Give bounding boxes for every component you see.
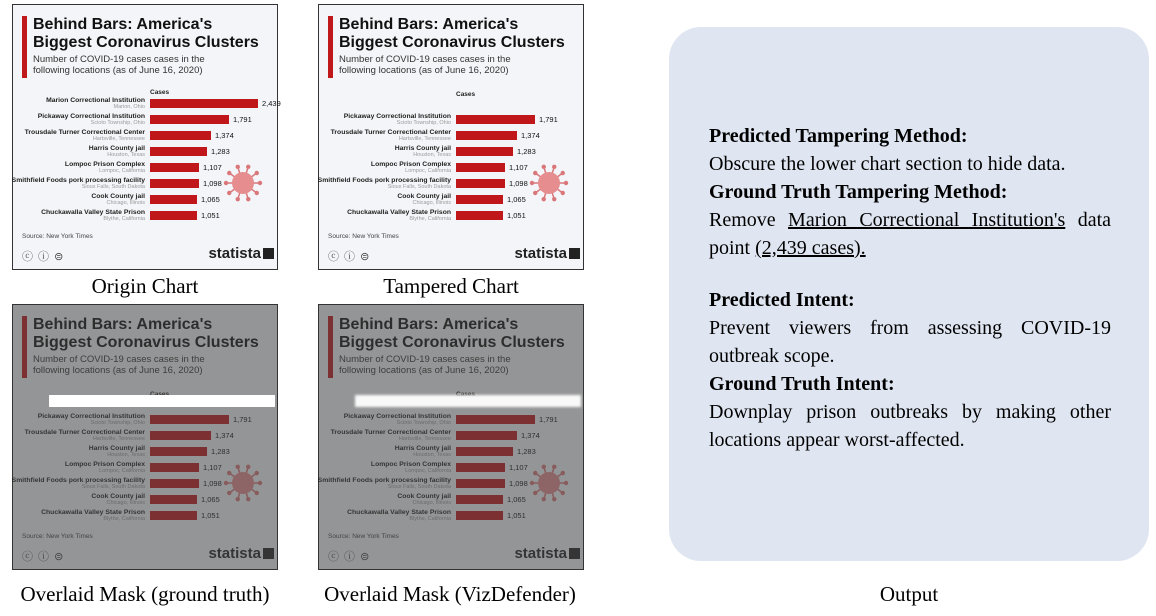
value-label: 1,791 [539,115,558,124]
gt-mask-caption: Overlaid Mask (ground truth) [20,582,270,606]
chart-title: Behind Bars: America's Biggest Coronavirus Clusters [33,16,259,51]
predicted-intent-heading: Predicted Intent: [709,289,855,311]
category-label: Chuckawalla Valley State Prison [347,209,451,216]
vizdefender-mask-caption: Overlaid Mask (VizDefender) [324,582,576,606]
bar [150,163,199,172]
value-label: 1,098 [203,179,222,188]
title-accent-bar [22,16,27,78]
source-note: Source: New York Times [22,233,93,240]
bar [150,179,199,188]
gt-intent-text: Downplay prison outbreaks by making other locations appear worst-affected. [709,401,1111,451]
value-label: 1,107 [203,163,222,172]
title-accent-bar [328,16,333,78]
bar [150,99,258,108]
output-text [709,122,1111,454]
gt-method-heading: Ground Truth Tampering Method: [709,181,1008,203]
location-label: Houston, Texas [413,152,451,158]
statista-logo: statista [514,245,567,262]
table-row [13,209,279,225]
table-row [13,97,279,113]
location-label: Blythe, California [103,216,145,222]
bar [456,115,535,124]
mask-overlay [319,305,583,569]
bar [456,131,517,140]
statista-logo-mark [263,248,274,259]
virus-icon [223,163,263,203]
location-label: Houston, Texas [107,152,145,158]
value-label: 2,439 [262,99,281,108]
table-row [319,145,585,161]
statista-logo: statista [208,245,261,262]
bar [456,211,503,220]
category-label: Marion Correctional Institution [46,97,145,104]
category-label: Pickaway Correctional Institution [37,113,145,120]
bar [456,179,505,188]
origin-chart-panel [11,4,281,270]
license-icons: ⓒ ⓘ ⊜ [328,251,371,263]
location-label: Scioto Township, Ohio [90,120,145,126]
gt-method-text [709,206,1111,262]
location-label: Marion, Ohio [113,104,145,110]
bar [150,115,229,124]
table-row [13,113,279,129]
cases-column-header: Cases [150,89,170,96]
mask-region [49,395,275,407]
gt-intent-heading: Ground Truth Intent: [709,373,895,395]
value-label: 1,374 [215,131,234,140]
license-icons: ⓒ ⓘ ⊜ [22,251,65,263]
table-row [319,209,585,225]
chart-title: Behind Bars: America's Biggest Coronavirus Clusters [339,16,565,51]
gt-method-text-2: data point [709,209,1112,259]
category-label: Lompoc Prison Complex [370,161,451,168]
location-label: Sioux Falls, South Dakota [387,184,451,190]
category-label: Lompoc Prison Complex [64,161,145,168]
value-label: 1,283 [211,147,230,156]
category-label: Smithfield Foods pork processing facility [11,177,145,184]
value-label: 1,107 [509,163,528,172]
bar [456,147,513,156]
location-label: Lompoc, California [405,168,451,174]
mask-region [355,395,581,407]
category-label: Smithfield Foods pork processing facility [317,177,451,184]
statista-logo-mark [569,248,580,259]
category-label: Harris County jail [394,145,451,152]
gt-mask-chart-panel [12,304,278,570]
chart-subtitle: Number of COVID-19 cases cases in the following locations (as of June 16, 2020) [33,54,205,76]
table-row [319,113,585,129]
mask-overlay [13,305,277,569]
location-label: Scioto Township, Ohio [396,120,451,126]
bar [456,163,505,172]
table-row [13,129,279,145]
tampered-chart-panel [318,4,584,270]
output-caption: Output [879,582,939,606]
location-label: Chicago, Illinois [106,200,145,206]
value-label: 1,374 [521,131,540,140]
gt-method-underline-1: Marion Correctional Institution's [788,209,1066,231]
predicted-intent-text: Prevent viewers from assessing COVID-19 outbreak scope. [709,317,1111,367]
location-label: Chicago, Illinois [412,200,451,206]
vizdefender-mask-chart-panel [318,304,584,570]
value-label: 1,065 [201,195,220,204]
bar [150,147,207,156]
chart-subtitle: Number of COVID-19 cases cases in the following locations (as of June 16, 2020) [339,54,511,76]
cases-column-header: Cases [456,91,476,98]
value-label: 1,791 [233,115,252,124]
value-label: 1,051 [201,211,220,220]
category-label: Cook County jail [91,193,145,200]
tampered-chart-caption: Tampered Chart [383,274,519,298]
gt-method-underline-2: (2,439 cases). [755,237,866,259]
value-label: 1,283 [517,147,536,156]
location-label: Hartsville, Tennessee [92,136,145,142]
category-label: Cook County jail [397,193,451,200]
table-row [13,145,279,161]
location-label: Sioux Falls, South Dakota [81,184,145,190]
source-note: Source: New York Times [328,233,399,240]
predicted-method-heading: Predicted Tampering Method: [709,125,968,147]
bar [456,195,503,204]
location-label: Hartsville, Tennessee [398,136,451,142]
value-label: 1,098 [509,179,528,188]
bar [150,211,197,220]
bar [150,195,197,204]
category-label: Harris County jail [88,145,145,152]
value-label: 1,051 [507,211,526,220]
category-label: Chuckawalla Valley State Prison [41,209,145,216]
category-label: Trousdale Turner Correctional Center [24,129,145,136]
virus-icon [529,163,569,203]
location-label: Lompoc, California [99,168,145,174]
origin-chart-caption: Origin Chart [91,274,199,298]
table-row [319,129,585,145]
bar [150,131,211,140]
predicted-method-text: Obscure the lower chart section to hide data. [709,153,1066,175]
gt-method-text-1: Remove [709,209,789,231]
value-label: 1,065 [507,195,526,204]
category-label: Pickaway Correctional Institution [343,113,451,120]
location-label: Blythe, California [409,216,451,222]
category-label: Trousdale Turner Correctional Center [330,129,451,136]
